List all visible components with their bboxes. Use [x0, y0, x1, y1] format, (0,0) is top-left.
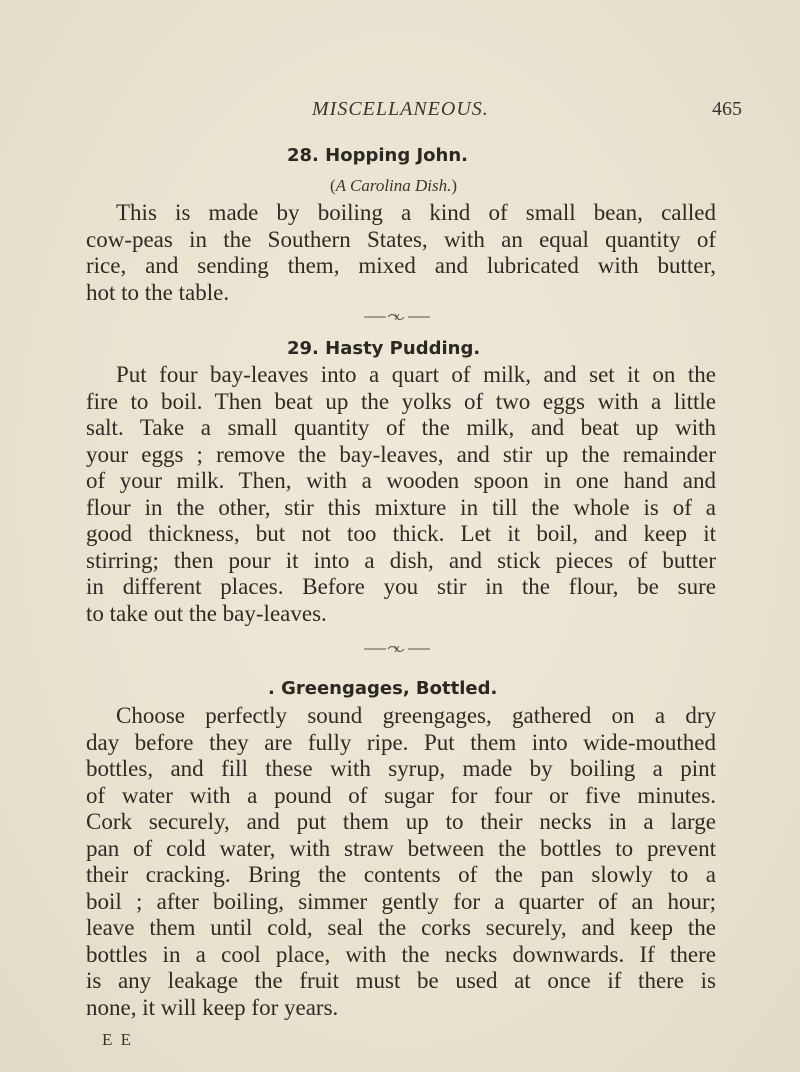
- text-line: good thickness, but not too thick. Let it boil, and keep it: [86, 521, 716, 546]
- recipe-body-hasty-pudding: [86, 362, 716, 627]
- text-line: fire to boil. Then beat up the yolks of two eggs with a little: [86, 388, 716, 414]
- running-head: MISCELLANEOUS.: [312, 98, 489, 120]
- text-line: day before they are fully ripe. Put them into wide-mouthed: [86, 729, 716, 755]
- recipe-title-greengages: . Greengages, Bottled.: [268, 678, 498, 699]
- recipe-body-hopping-john: [86, 200, 716, 306]
- text-line: Cork securely, and put them up to their necks in a large: [86, 809, 716, 834]
- text-line: pan of cold water, with straw between the bottles to prevent: [86, 835, 716, 861]
- recipe-subtitle: (A Carolina Dish.): [330, 176, 458, 195]
- text-line: cow-peas in the Southern States, with an equal quantity of: [86, 226, 716, 252]
- text-line: salt. Take a small quantity of the milk, and beat up with: [86, 415, 716, 440]
- text-line: bottles, and fill these with syrup, made by boiling a pint: [86, 756, 716, 781]
- text-line: their cracking. Bring the contents of the pan slowly to a: [86, 862, 716, 887]
- text-line: Choose perfectly sound greengages, gathered on a dry: [116, 703, 716, 728]
- text-line: leave them until cold, seal the corks securely, and keep the: [86, 915, 716, 940]
- text-line: hot to the table.: [86, 279, 230, 305]
- text-line: of your milk. Then, with a wooden spoon in one hand and: [86, 468, 716, 493]
- text-line: stirring; then pour it into a dish, and stick pieces of butter: [86, 547, 716, 573]
- text-line: of water with a pound of sugar for four or five minutes.: [86, 782, 716, 808]
- text-line: rice, and sending them, mixed and lubricated with butter,: [86, 253, 716, 278]
- text-line: This is made by boiling a kind of small bean, called: [116, 200, 716, 225]
- text-line: boil ; after boiling, simmer gently for a quarter of an hour;: [86, 888, 716, 914]
- recipe-body-greengages: [86, 703, 716, 1021]
- text-line: to take out the bay-leaves.: [86, 600, 327, 626]
- text-line: in different places. Before you stir in the flour, be sure: [86, 574, 716, 599]
- recipe-title-hasty-pudding: 29. Hasty Pudding.: [287, 338, 481, 359]
- text-line: Put four bay-leaves into a quart of milk, and set it on the: [116, 362, 716, 387]
- page-number: 465: [712, 98, 742, 120]
- ornament-divider-icon: [362, 644, 432, 654]
- text-line: bottles in a cool place, with the necks downwards. If there: [86, 941, 716, 967]
- text-line: your eggs ; remove the bay-leaves, and stir up the remainder: [86, 441, 716, 467]
- text-line: none, it will keep for years.: [86, 994, 339, 1020]
- ornament-divider-icon: [362, 312, 432, 322]
- text-line: flour in the other, stir this mixture in till the whole is of a: [86, 494, 716, 520]
- signature-mark: E E: [102, 1030, 134, 1049]
- recipe-title-hopping-john: 28. Hopping John.: [287, 145, 469, 166]
- text-line: is any leakage the fruit must be used at once if there is: [86, 968, 716, 993]
